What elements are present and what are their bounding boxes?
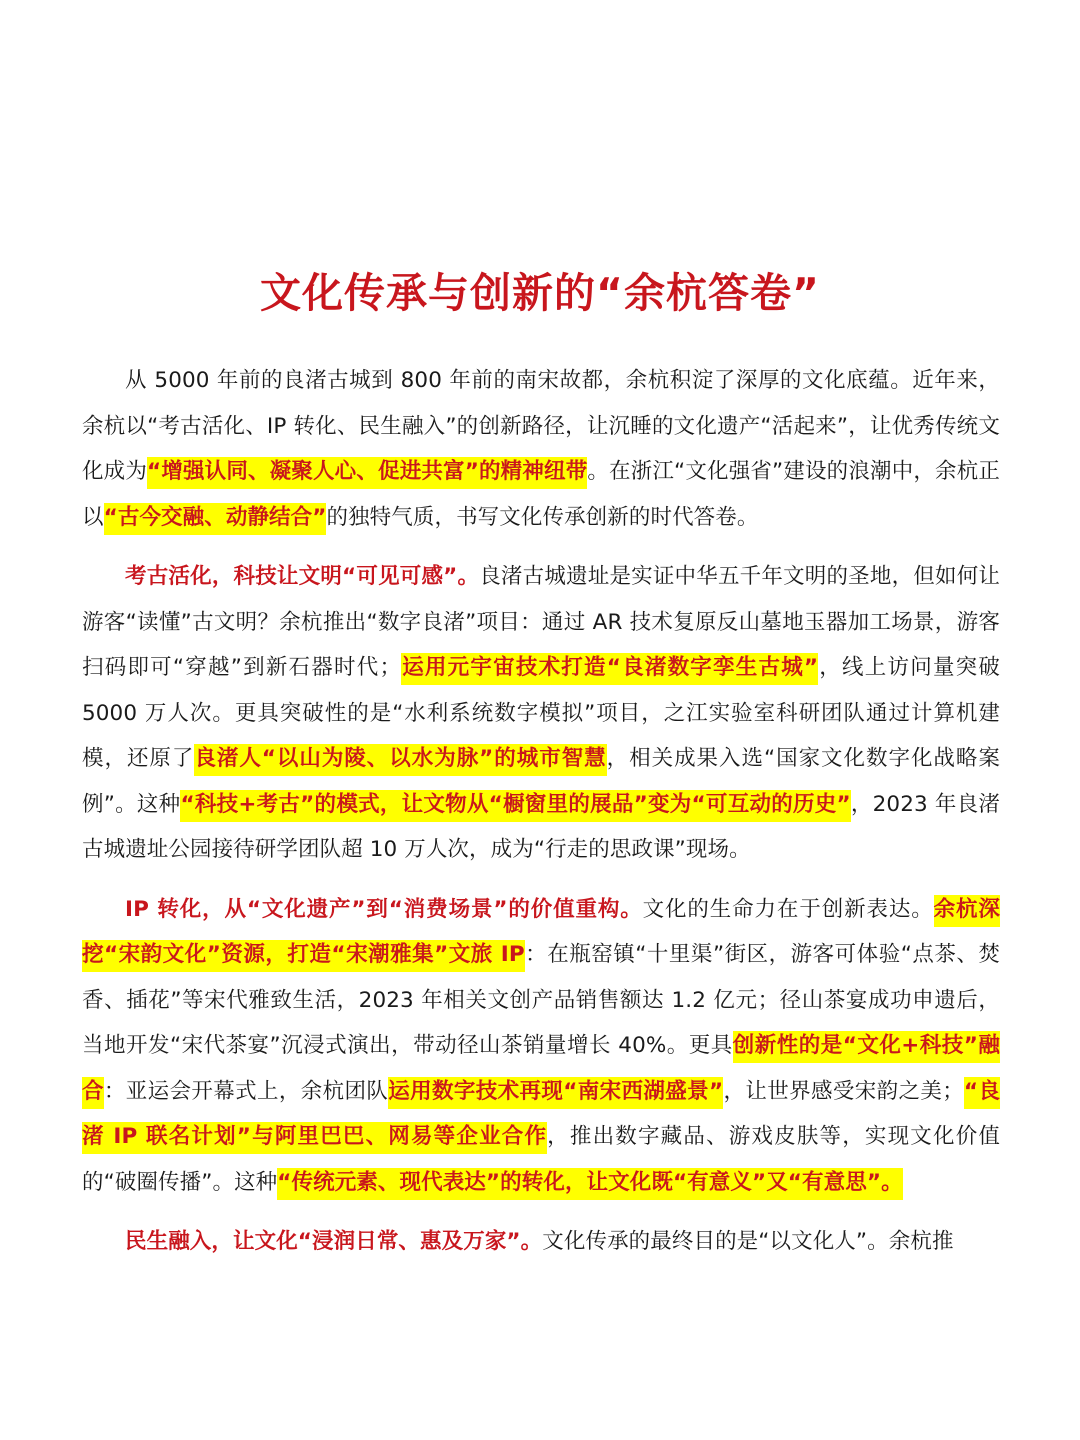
highlight: “良渚 IP 联名计划”与阿里巴巴、网易等企业合作 (82, 1077, 1000, 1155)
highlight: “传统元素、现代表达”的转化，让文化既“有意义”又“有意思”。 (277, 1168, 902, 1200)
text-run: 的独特气质，书写文化传承创新的时代答卷。 (326, 504, 759, 530)
highlight: 运用元宇宙技术打造“良渚数字孪生古城” (401, 653, 818, 685)
highlight: 创新性的是“文化+科技”融合 (82, 1031, 1000, 1109)
text-run: ，相关成果入选“国家文化数字化战略案例”。这种 (82, 746, 1000, 817)
text-run: 文化的生命力在于创新表达。 (642, 896, 934, 922)
text-run: ，推出数字藏品、游戏皮肤等，实现文化价值的“破圈传播”。这种 (82, 1124, 1000, 1195)
text-run: ，线上访问量突破 5000 万人次。更具突破性的是“水利系统数字模拟”项目，之江实验室科研团队通过计算机建模，还原了 (82, 655, 1000, 771)
intro-paragraph (82, 358, 1000, 540)
highlight: 运用数字技术再现“南宋西湖盛景” (388, 1077, 723, 1109)
text-run: 从 5000 年前的良渚古城到 800 年前的南宋故都，余杭积淀了深厚的文化底蕴。近年来，余杭以“考古活化、IP 转化、民生融入”的创新路径，让沉睡的文化遗产“活起来”，让优秀传统文化成为 (82, 368, 1000, 484)
highlight: 良渚人“以山为陵、以水为脉”的城市智慧 (194, 744, 606, 776)
text-run: ：亚运会开幕式上，余杭团队 (103, 1078, 389, 1104)
section-lead: 考古活化，科技让文明“可见可感”。 (125, 564, 480, 589)
section-lead: 民生融入，让文化“浸润日常、惠及万家”。 (125, 1229, 543, 1254)
section-lead: IP 转化，从“文化遗产”到“消费场景”的价值重构。 (125, 896, 643, 922)
article-body (82, 358, 1000, 1279)
highlight: “增强认同、凝聚人心、促进共富”的精神纽带 (147, 457, 587, 489)
text-run: ：在瓶窑镇“十里渠”街区，游客可体验“点茶、焚香、插花”等宋代雅致生活，2023 年相关文创产品销售额达 1.2 亿元；径山茶宴成功申遗后，当地开发“宋代茶宴”沉浸式演出，带动径山茶销量增长 40%。更具 (82, 942, 1000, 1058)
highlight: “科技+考古”的模式，让文物从“橱窗里的展品”变为“可互动的历史” (180, 790, 850, 822)
text-run: ，2023 年良渚古城遗址公园接待研学团队超 10 万人次，成为“行走的思政课”现场。 (82, 791, 1000, 862)
highlight: “古今交融、动静结合” (104, 503, 327, 535)
archaeology-paragraph (82, 554, 1000, 873)
text-run: 良渚古城遗址是实证中华五千年文明的圣地，但如何让游客“读懂”古文明？余杭推出“数字良渚”项目：通过 AR 技术复原反山墓地玉器加工场景，游客扫码即可“穿越”到新石器时代； (82, 564, 1000, 680)
ip-paragraph (82, 887, 1000, 1206)
page-title: 文化传承与创新的“余杭答卷” (260, 269, 820, 318)
highlight: 余杭深挖“宋韵文化”资源，打造“宋潮雅集”文旅 IP (82, 895, 1000, 973)
livelihood-paragraph (82, 1219, 1000, 1265)
text-run: 文化传承的最终目的是“以文化人”。余杭推 (542, 1229, 954, 1254)
text-run: 。在浙江“文化强省”建设的浪潮中，余杭正以 (82, 459, 1000, 530)
text-run: ，让世界感受宋韵之美； (723, 1078, 964, 1104)
